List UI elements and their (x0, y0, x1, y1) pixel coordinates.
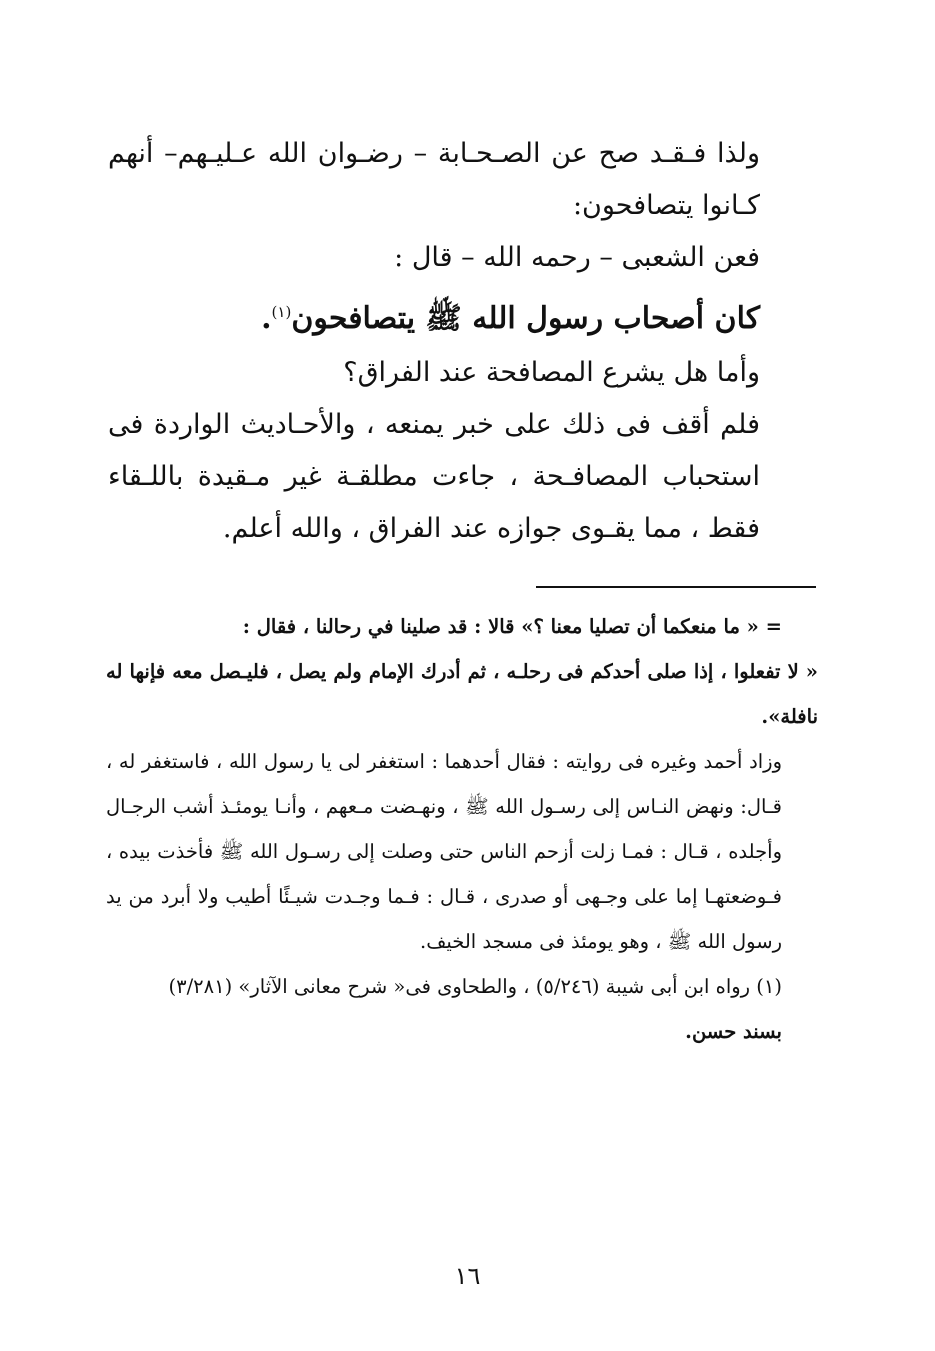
hadith-quote-text: كان أصحاب رسول الله ﷺ يتصافحون (291, 301, 760, 336)
paragraph-shabi: فعن الشعبى – رحمه الله – قال : (394, 242, 760, 273)
footnotes (106, 604, 818, 1054)
main-text (108, 128, 816, 555)
footnote-ahmad: وزاد أحمد وغيره فى روايته : فقال أحدهما : استغفر لى يا رسول الله ، فاستغفر له ، قـال: ونهض النـاس إلى رسـول الله ﷺ ، ونهـضت مـعهم ، وأنـا يومئـذ أشب الرجـال وأجلده ، قـال : فمـا زلت أزحم الناس حتى وصلت إلى رسـول الله ﷺ فأخذت بيده ، فـوضعتهـا إما على وجـهى أو صدرى ، قـال : فـما وجـدت شيـئًا أطيب ولا أبرد من يد رسول الله ﷺ ، وهو يومئذ فى مسجد الخيف. (106, 750, 782, 953)
hadith-quote (108, 284, 816, 347)
question-line: وأما هل يشرع المصافحة عند الفراق؟ (343, 357, 760, 388)
footnote-1: (١) رواه ابن أبى شيبة (٥/٢٤٦) ، والطحاوى فى« شرح معانى الآثار» (٣/٢٨١) (168, 975, 782, 998)
footnote-marker: (١) (271, 303, 292, 321)
paragraph-sahaba: ولذا فـقـد صح عن الصـحـابة – رضـوان الله عـليـهم– أنهم كـانوا يتصافحون: (108, 138, 760, 221)
page-number: ١٦ (454, 1262, 481, 1290)
footnote-continuation: = « ما منعكما أن تصليا معنا ؟» قالا : قد صلينا في رحالنا ، فقال : (242, 615, 782, 638)
footnote-hadith: « لا تفعلوا ، إذا صلى أحدكم فى رحلـه ، ثم أدرك الإمام ولم يصل ، فليـصل معه فإنها له نافلة». (106, 660, 818, 728)
footnote-divider (536, 586, 816, 588)
paragraph-farewell: فلم أقف فى ذلك على خبر يمنعه ، والأحـاديث الواردة فى استحباب المصافـحة ، جاءت مطلقـة غير مـقيدة باللـقاء فقط ، مما يقـوى جوازه عند الفراق ، والله أعلم. (108, 409, 760, 544)
footnote-1-cont: بسند حسن. (685, 1020, 782, 1043)
hadith-quote-end: . (261, 301, 272, 336)
